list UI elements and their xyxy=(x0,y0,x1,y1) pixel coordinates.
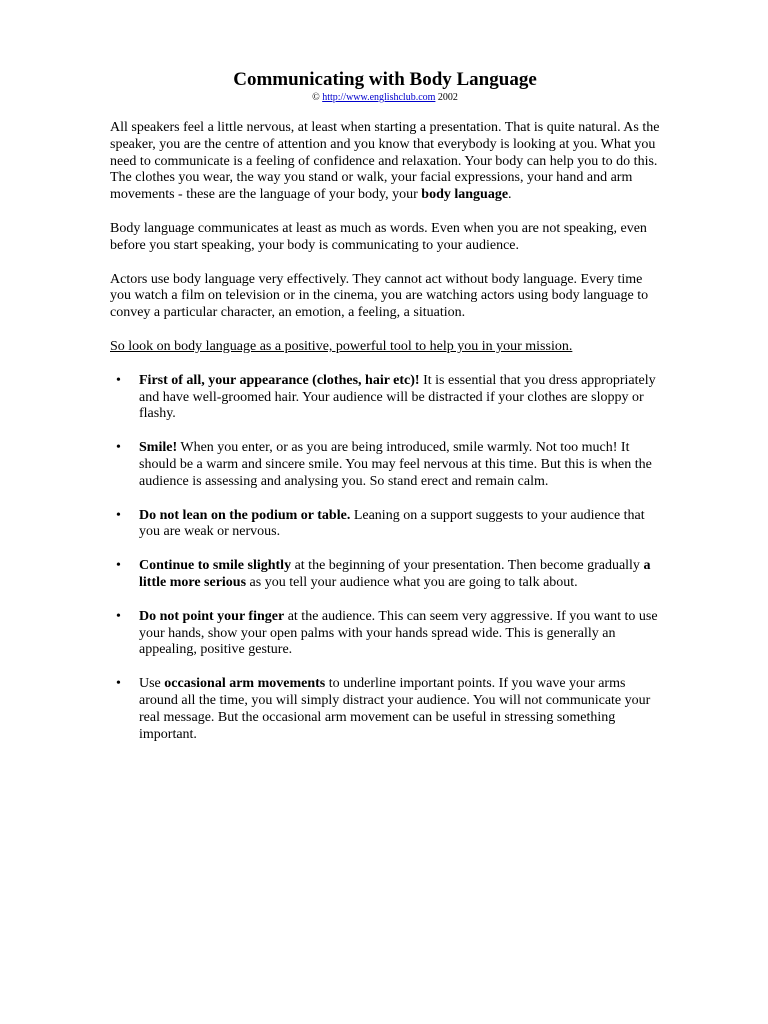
copyright-year: 2002 xyxy=(437,92,458,103)
paragraph-text: . xyxy=(508,187,512,203)
paragraph-bold: body language xyxy=(421,187,509,203)
paragraph-intro xyxy=(110,120,660,204)
paragraph-actors: Actors use body language very effectively. They cannot act without body language. Every time you watch a film on television or in the cinema, you are watching actors using body language to convey a particular character, an emotion, a feeling, a situation. xyxy=(110,271,649,321)
item-bold: Do not point your finger xyxy=(139,608,285,624)
bullet-icon: • xyxy=(116,507,121,523)
paragraph-text: All speakers feel a little nervous, at least when starting a presentation. That is quite natural. As the speaker, you are the centre of attention and you know that everybody is looking at you. What you need to communicate is a feeling of confidence and relaxation. Your body can help you to do this. The clothes you wear, the way you stand or walk, your facial expressions, your hand and arm movements - these are the language of your body, your xyxy=(110,120,660,203)
bullet-icon: • xyxy=(116,372,121,388)
document-title: Communicating with Body Language xyxy=(233,69,537,90)
item-bold: First of all, your appearance (clothes, hair etc)! xyxy=(139,372,420,388)
list-item xyxy=(110,676,660,743)
item-bold: Smile! xyxy=(139,440,178,456)
item-text: Use xyxy=(139,676,165,692)
item-text: as you tell your audience what you are going to talk about. xyxy=(246,574,578,590)
bullet-icon: • xyxy=(116,440,121,456)
paragraph-communicates: Body language communicates at least as much as words. Even when you are not speaking, even before you start speaking, your body is communicating to your audience. xyxy=(110,220,647,253)
item-bold: Continue to smile slightly xyxy=(139,558,292,574)
item-text: at the audience. This can seem very aggressive. If you want to use your hands, show your open palms with your hands spread wide. This is generally an appealing, positive gesture. xyxy=(139,608,658,658)
item-text: When you enter, or as you are being introduced, smile warmly. Not too much! It should be a warm and sincere smile. You may feel nervous at this time. But this is when the audience is assessing and analysing you. So stand erect and remain calm. xyxy=(139,440,652,489)
bullet-icon: • xyxy=(116,608,121,624)
item-bold: occasional arm movements xyxy=(164,676,326,692)
paragraph-positive-tool: So look on body language as a positive, powerful tool to help you in your mission. xyxy=(110,338,573,354)
bullet-icon: • xyxy=(116,676,121,692)
item-text: at the beginning of your presentation. Then become gradually xyxy=(291,558,644,574)
item-bold: Do not lean on the podium or table. xyxy=(139,507,351,523)
list-item xyxy=(110,440,660,490)
copyright-link[interactable]: http://www.englishclub.com xyxy=(322,92,436,103)
copyright-symbol: © xyxy=(312,92,320,103)
item-text: It is essential that you dress appropriately and have well-groomed hair. Your audience will be distracted if your clothes are sloppy or flashy. xyxy=(139,372,656,422)
bullet-icon: • xyxy=(116,558,121,574)
list-item xyxy=(110,508,660,542)
document-page xyxy=(110,68,660,760)
item-bold: a little more serious xyxy=(139,558,651,590)
item-text: Leaning on a support suggests to your audience that you are weak or nervous. xyxy=(139,507,645,540)
list-item xyxy=(110,558,660,592)
item-text: to underline important points. If you wave your arms around all the time, you will simply distract your audience. You will not communicate your real message. But the occasional arm movement can be useful in stressing something important. xyxy=(139,676,651,742)
list-item xyxy=(110,609,660,659)
list-item xyxy=(110,373,660,423)
tips-list xyxy=(110,373,660,744)
copyright-line xyxy=(110,92,660,104)
